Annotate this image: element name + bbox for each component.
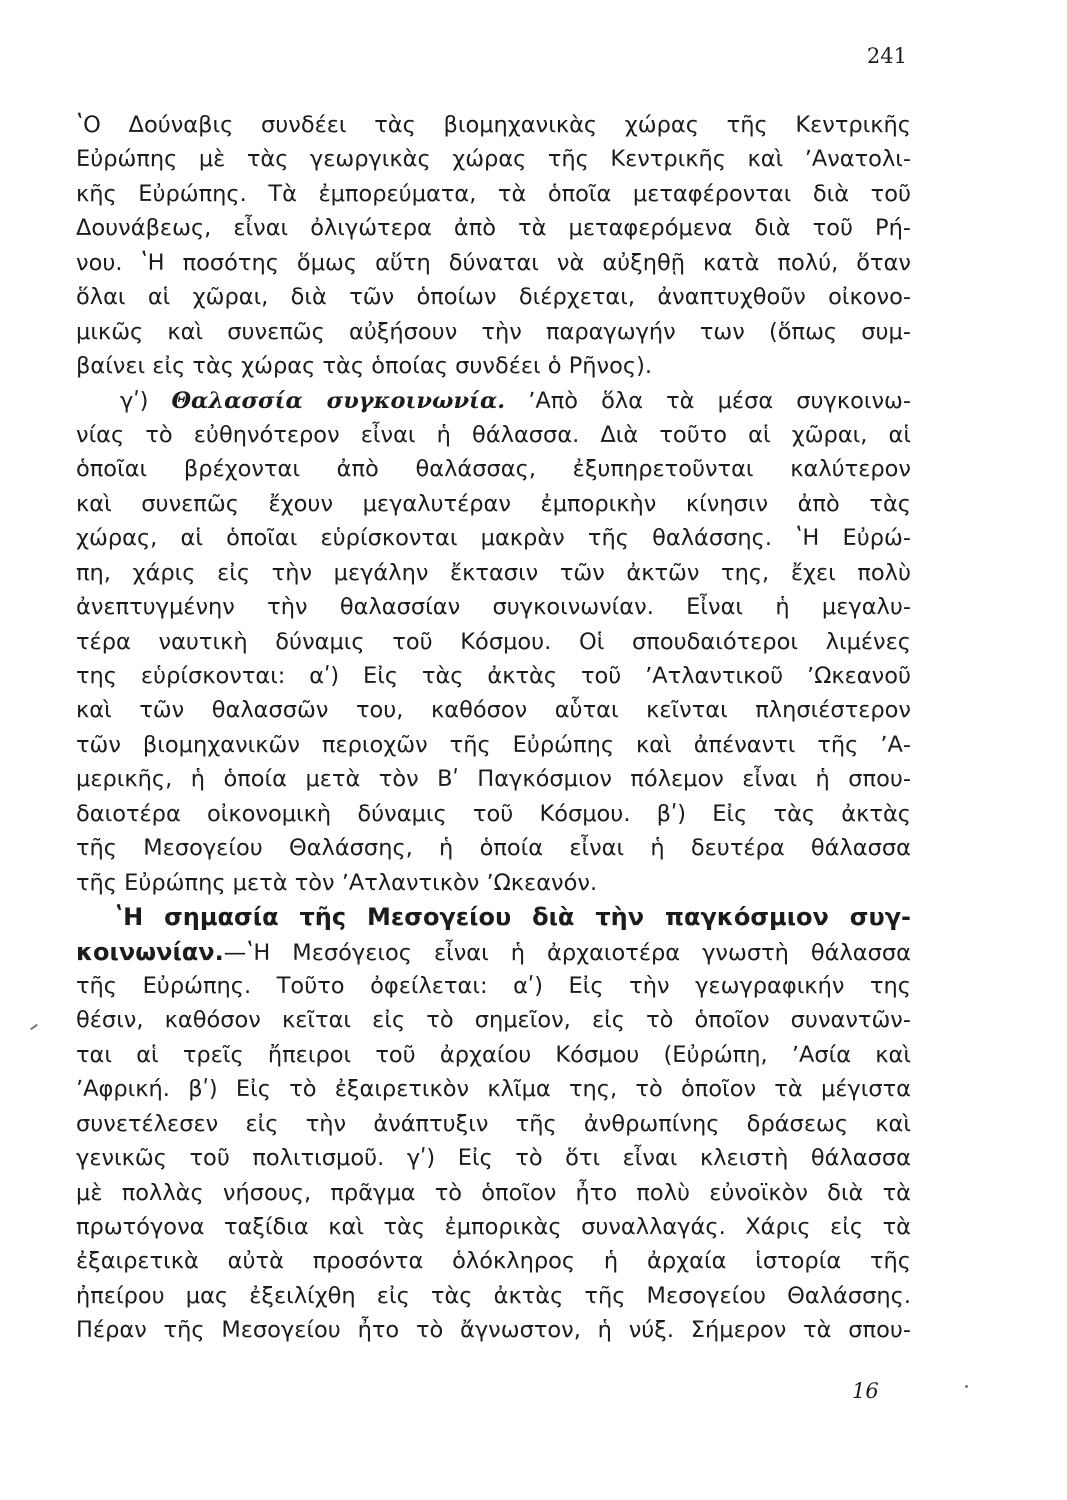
text-line: Πέραν τῆς Μεσογείου ἦτο τὸ ἄγνωστον, ἡ νύξ. Σήμερον τὰ σπου- (76, 1317, 911, 1344)
body-text (76, 108, 911, 1348)
text-line: χώρας, αἱ ὁποῖαι εὑρίσκονται μακρὰν τῆς θαλάσσης. ʽΗ Εὐρώ- (76, 525, 911, 552)
text-line: ἠπείρου μας ἐξειλίχθη εἰς τὰς ἀκτὰς τῆς Μεσογείου Θαλάσσης. (76, 1282, 911, 1309)
text-line: βαίνει εἰς τὰς χώρας τὰς ὁποίας συνδέει ὁ Ρῆνος). (76, 353, 653, 380)
text-line: κῆς Εὐρώπης. Τὰ ἐμπορεύματα, τὰ ὁποῖα μεταφέρονται διὰ τοῦ (76, 180, 911, 207)
text-line: πη, χάρις εἰς τὴν μεγάλην ἔκτασιν τῶν ἀκτῶν της, ἔχει πολὺ (76, 559, 911, 586)
subsection-title: Θαλασσία συγκοινωνία. (171, 387, 506, 414)
text-line: μικῶς καὶ συνεπῶς αὐξήσουν τὴν παραγωγήν των (ὅπως συμ- (76, 318, 911, 345)
subsection-label: γʹ) (120, 387, 172, 414)
text-line: ἀνεπτυγμένην τὴν θαλασσίαν συγκοινωνίαν. Εἶναι ἡ μεγαλυ- (76, 594, 911, 621)
text-line-subsection (76, 384, 911, 418)
text-line: συνετέλεσεν εἰς τὴν ἀνάπτυξιν τῆς ἀνθρωπίνης δράσεως καὶ (76, 1110, 911, 1137)
text-line: ὅλαι αἱ χῶραι, διὰ τῶν ὁποίων διέρχεται, ἀναπτυχθοῦν οἰκονο- (76, 284, 911, 311)
text-line: καὶ τῶν θαλασσῶν του, καθόσον αὗται κεῖνται πλησιέστερον (76, 697, 911, 724)
text-line: τῆς Εὐρώπης. Τοῦτο ὀφείλεται: αʹ) Εἰς τὴν γεωγραφικήν της (76, 972, 911, 999)
text-line: γενικῶς τοῦ πολιτισμοῦ. γʹ) Εἰς τὸ ὅτι εἶναι κλειστὴ θάλασσα (76, 1145, 911, 1172)
text-line-heading-continued (76, 935, 911, 969)
section-heading: ʽΗ σημασία τῆς Μεσογείου διὰ τὴν παγκόσμιον συγ- (114, 903, 911, 932)
text-line: Εὐρώπης μὲ τὰς γεωργικὰς χώρας τῆς Κεντρικῆς καὶ ʼΑνατολι- (76, 146, 911, 173)
section-heading-end: κοινωνίαν. (76, 937, 224, 966)
text-line: Δουνάβεως, εἶναι ὀλιγώτερα ἀπὸ τὰ μεταφερόμενα διὰ τοῦ Ρή- (76, 215, 911, 242)
text-line: καὶ συνεπῶς ἔχουν μεγαλυτέραν ἐμπορικὴν κίνησιν ἀπὸ τὰς (76, 490, 911, 517)
text-line: ʼΑφρική. βʹ) Εἰς τὸ ἐξαιρετικὸν κλῖμα της, τὸ ὁποῖον τὰ μέγιστα (76, 1076, 911, 1103)
text-line: ʽΟ Δούναβις συνδέει τὰς βιομηχανικὰς χώρας τῆς Κεντρικῆς (76, 112, 911, 138)
text-line: της εὑρίσκονται: αʹ) Εἰς τὰς ἀκτὰς τοῦ ʼΑτλαντικοῦ ʼΩκεανοῦ (76, 663, 911, 689)
scan-speck (965, 1385, 968, 1388)
text-line: ἐξαιρετικὰ αὐτὰ προσόντα ὁλόκληρος ἡ ἀρχαία ἱστορία τῆς (76, 1248, 911, 1275)
page-number: 241 (866, 44, 907, 68)
text-line: δαιοτέρα οἰκονομικὴ δύναμις τοῦ Κόσμου. βʹ) Εἰς τὰς ἀκτὰς (76, 800, 911, 827)
printer-signature: 16 (852, 1379, 879, 1403)
text-line: μερικῆς, ἡ ὁποία μετὰ τὸν Βʹ Παγκόσμιον πόλεμον εἶναι ἡ σπου- (76, 766, 911, 793)
text-line: νίας τὸ εὐθηνότερον εἶναι ἡ θάλασσα. Διὰ τοῦτο αἱ χῶραι, αἱ (76, 421, 911, 448)
text-line: ὁποῖαι βρέχονται ἀπὸ θαλάσσας, ἐξυπηρετοῦνται καλύτερον (76, 456, 911, 483)
text-line: ται αἱ τρεῖς ἤπειροι τοῦ ἀρχαίου Κόσμου (Εὐρώπη, ʼΑσία καὶ (76, 1041, 911, 1068)
text-line: τῶν βιομηχανικῶν περιοχῶν τῆς Εὐρώπης καὶ ἀπέναντι τῆς ʼΑ- (76, 731, 911, 758)
scan-speck (30, 1024, 38, 1030)
text-line: τῆς Μεσογείου Θαλάσσης, ἡ ὁποία εἶναι ἡ δευτέρα θάλασσα (76, 835, 911, 862)
text-line: τέρα ναυτικὴ δύναμις τοῦ Κόσμου. Οἱ σπουδαιότεροι λιμένες (76, 628, 911, 655)
subsection-text: ʼΑπὸ ὅλα τὰ μέσα συγκοινω- (505, 387, 912, 414)
text-line: μὲ πολλὰς νήσους, πρᾶγμα τὸ ὁποῖον ἦτο πολὺ εὐνοϊκὸν διὰ τὰ (76, 1179, 911, 1206)
text-line: τῆς Εὐρώπης μετὰ τὸν ʼΑτλαντικὸν ʼΩκεανόν. (76, 869, 598, 896)
text-line: θέσιν, καθόσον κεῖται εἰς τὸ σημεῖον, εἰς τὸ ὁποῖον συναντῶν- (76, 1007, 911, 1034)
text-line: πρωτόγονα ταξίδια καὶ τὰς ἐμπορικὰς συναλλαγάς. Χάρις εἰς τὰ (76, 1214, 911, 1240)
text-line: νου. ʽΗ ποσότης ὅμως αὕτη δύναται νὰ αὐξηθῇ κατὰ πολύ, ὅταν (76, 249, 911, 276)
section-text: —ʽΗ Μεσόγειος εἶναι ἡ ἀρχαιοτέρα γνωστὴ θάλασσα (223, 939, 911, 966)
